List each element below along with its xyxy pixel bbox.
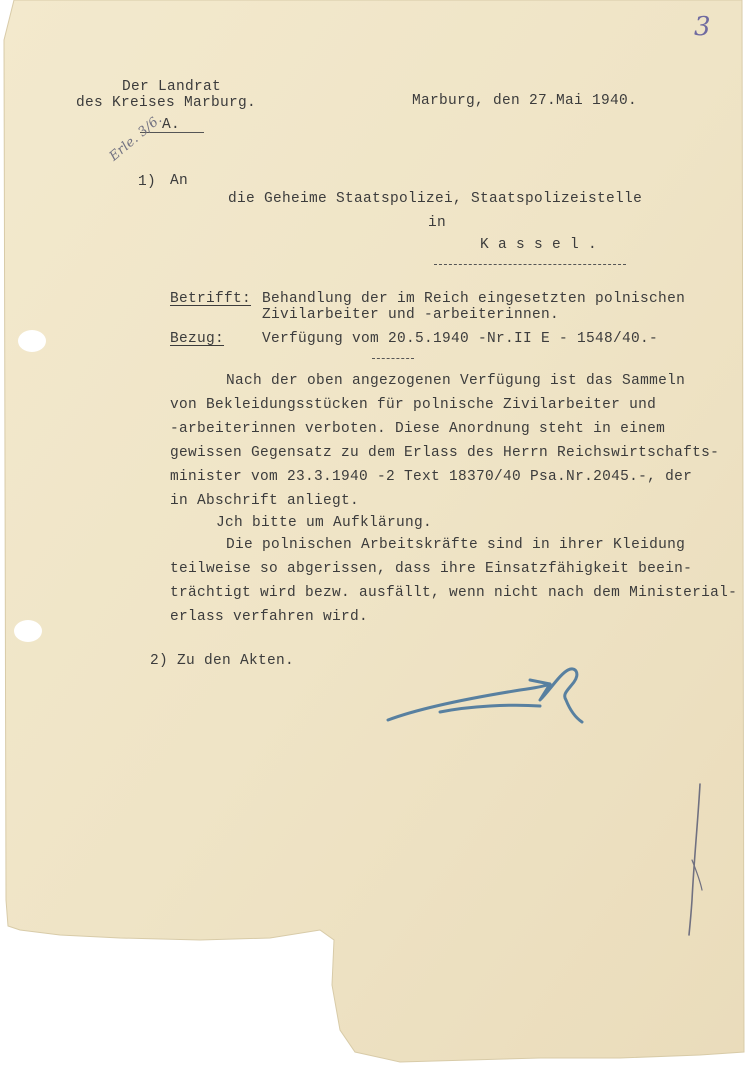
- sender-ref: A.: [162, 117, 181, 133]
- subject-line-2: Zivilarbeiter und -arbeiterinnen.: [262, 307, 560, 323]
- punch-hole-top: [18, 330, 46, 352]
- body-p3-line-4: erlass verfahren wird.: [170, 609, 369, 625]
- pencil-mark: [678, 780, 708, 940]
- body-p3-line-3: trächtigt wird bezw. ausfällt, wenn nicht nach dem Ministerial-: [170, 585, 738, 601]
- subject-label: Betrifft:: [170, 291, 252, 307]
- body-p1-line-4: gewissen Gegensatz zu dem Erlass des Herrn Reichswirtschafts-: [170, 445, 720, 461]
- recipient-underline: [434, 264, 626, 265]
- subject-line-1: Behandlung der im Reich eingesetzten polnischen: [262, 291, 686, 307]
- body-p1-line-1: Nach der oben angezogenen Verfügung ist das Sammeln: [226, 373, 686, 389]
- punch-hole-bottom: [14, 620, 42, 642]
- recipient-line-3: K a s s e l .: [480, 237, 598, 253]
- reference-divider: [372, 358, 414, 359]
- item-2: 2) Zu den Akten.: [150, 653, 295, 669]
- sender-line-2: des Kreises Marburg.: [76, 95, 257, 111]
- recipient-number: 1): [138, 174, 157, 190]
- reference-text: Verfügung vom 20.5.1940 -Nr.II E - 1548/40.-: [262, 331, 659, 347]
- page-number: 3: [694, 12, 711, 42]
- recipient-to: An: [170, 173, 189, 189]
- place-date: Marburg, den 27.Mai 1940.: [412, 93, 638, 109]
- body-p3-line-2: teilweise so abgerissen, dass ihre Einsatzfähigkeit beein-: [170, 561, 693, 577]
- body-p3-line-1: Die polnischen Arbeitskräfte sind in ihrer Kleidung: [226, 537, 686, 553]
- body-p1-line-2: von Bekleidungsstücken für polnische Zivilarbeiter und: [170, 397, 657, 413]
- signature: [380, 660, 590, 730]
- reference-label: Bezug:: [170, 331, 225, 347]
- body-p2: Jch bitte um Aufklärung.: [216, 515, 433, 531]
- recipient-line-2: in: [428, 215, 447, 231]
- body-p1-line-5: minister vom 23.3.1940 -2 Text 18370/40 Psa.Nr.2045.-, der: [170, 469, 693, 485]
- recipient-line-1: die Geheime Staatspolizei, Staatspolizeistelle: [228, 191, 643, 207]
- handwritten-initial: Erle. 3/6.: [106, 111, 166, 165]
- sender-line-1: Der Landrat: [122, 79, 222, 95]
- body-p1-line-3: -arbeiterinnen verboten. Diese Anordnung steht in einem: [170, 421, 666, 437]
- body-p1-line-6: in Abschrift anliegt.: [170, 493, 360, 509]
